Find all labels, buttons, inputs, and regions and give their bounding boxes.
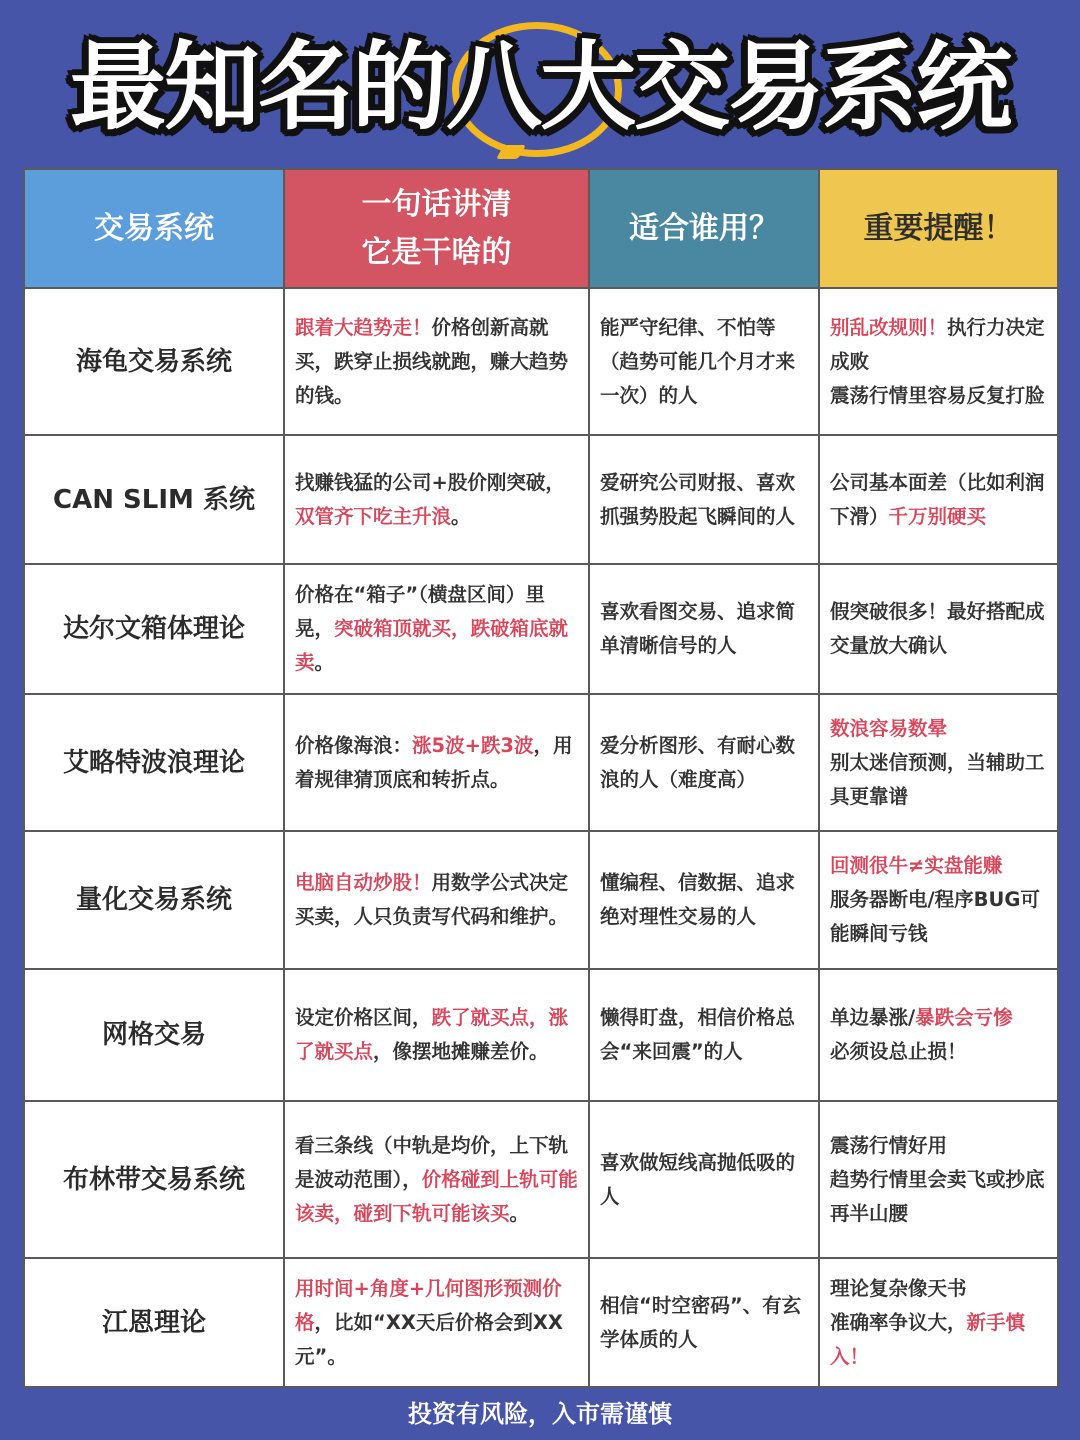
system-audience: 能严守纪律、不怕等（趋势可能几个月才来一次）的人 (589, 288, 819, 435)
system-summary: 看三条线（中轨是均价，上下轨是波动范围），价格碰到上轨可能该卖，碰到下轨可能该买。 (284, 1101, 589, 1258)
system-warning: 回测很牛≠实盘能赚 服务器断电/程序BUG可能瞬间亏钱 (819, 831, 1058, 969)
system-audience: 爱分析图形、有耐心数浪的人（难度高） (589, 694, 819, 831)
table-row (24, 1101, 1058, 1258)
system-warning: 震荡行情好用 趋势行情里会卖飞或抄底再半山腰 (819, 1101, 1058, 1258)
system-name: CAN SLIM 系统 (24, 435, 284, 564)
system-audience: 懒得盯盘，相信价格总会“来回震”的人 (589, 969, 819, 1101)
system-audience: 相信“时空密码”、有玄学体质的人 (589, 1258, 819, 1387)
table-header-row (24, 169, 1058, 288)
system-name: 达尔文箱体理论 (24, 564, 284, 694)
system-summary: 设定价格区间，跌了就买点，涨了就买点，像摆地摊赚差价。 (284, 969, 589, 1101)
table-row (24, 969, 1058, 1101)
system-name: 艾略特波浪理论 (24, 694, 284, 831)
system-warning: 假突破很多！最好搭配成交量放大确认 (819, 564, 1058, 694)
system-summary: 价格像海浪：涨5波+跌3波，用着规律猜顶底和转折点。 (284, 694, 589, 831)
header-summary: 一句话讲清 它是干啥的 (284, 169, 589, 288)
header-warning: 重要提醒！ (819, 169, 1058, 288)
system-summary: 电脑自动炒股！用数学公式决定买卖，人只负责写代码和维护。 (284, 831, 589, 969)
system-warning: 别乱改规则！执行力决定成败 震荡行情里容易反复打脸 (819, 288, 1058, 435)
system-warning: 理论复杂像天书 准确率争议大，新手慎入！ (819, 1258, 1058, 1387)
table-row (24, 694, 1058, 831)
header-system: 交易系统 (24, 169, 284, 288)
system-warning: 公司基本面差（比如利润下滑）千万别硬买 (819, 435, 1058, 564)
system-name: 海龟交易系统 (24, 288, 284, 435)
table-row (24, 831, 1058, 969)
system-audience: 喜欢做短线高抛低吸的人 (589, 1101, 819, 1258)
table-row (24, 564, 1058, 694)
table-row (24, 435, 1058, 564)
system-audience: 爱研究公司财报、喜欢抓强势股起飞瞬间的人 (589, 435, 819, 564)
table-row (24, 288, 1058, 435)
system-summary: 价格在“箱子”（横盘区间）里晃，突破箱顶就买，跌破箱底就卖。 (284, 564, 589, 694)
system-warning: 数浪容易数晕 别太迷信预测，当辅助工具更靠谱 (819, 694, 1058, 831)
risk-disclaimer: 投资有风险，入市需谨慎 (408, 1400, 672, 1428)
system-name: 江恩理论 (24, 1258, 284, 1387)
system-summary: 跟着大趋势走！价格创新高就买，跌穿止损线就跑，赚大趋势的钱。 (284, 288, 589, 435)
header-audience: 适合谁用？ (589, 169, 819, 288)
system-summary: 用时间+角度+几何图形预测价格，比如“XX天后价格会到XX元”。 (284, 1258, 589, 1387)
system-warning: 单边暴涨/暴跌会亏惨 必须设总止损！ (819, 969, 1058, 1101)
system-audience: 懂编程、信数据、追求绝对理性交易的人 (589, 831, 819, 969)
system-audience: 喜欢看图交易、追求简单清晰信号的人 (589, 564, 819, 694)
page-title: 最知名的八大交易系统 (70, 31, 1010, 143)
title-banner (0, 0, 1080, 168)
system-name: 网格交易 (24, 969, 284, 1101)
system-name: 量化交易系统 (24, 831, 284, 969)
trading-systems-table (23, 168, 1059, 1388)
system-name: 布林带交易系统 (24, 1101, 284, 1258)
system-summary: 找赚钱猛的公司+股价刚突破，双管齐下吃主升浪。 (284, 435, 589, 564)
table-row (24, 1258, 1058, 1387)
